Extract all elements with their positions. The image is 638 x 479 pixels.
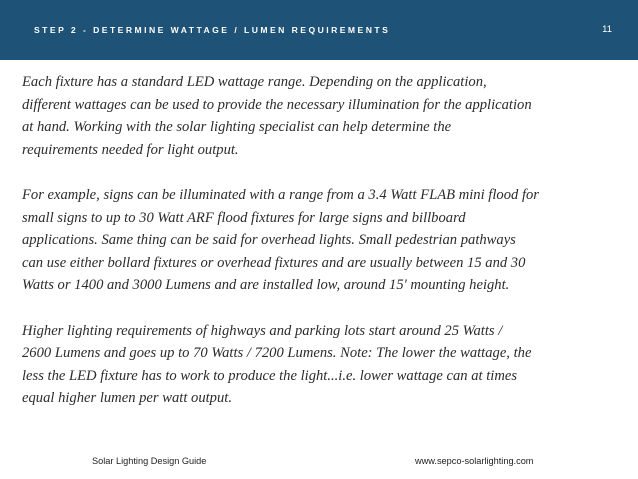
text-line: 2600 Lumens and goes up to 70 Watts / 7200 Lumens. Note: The lower the wattage, the bbox=[22, 345, 532, 362]
text-line: different wattages can be used to provide the necessary illumination for the application bbox=[22, 96, 532, 113]
text-line: at hand. Working with the solar lighting specialist can help determine the bbox=[22, 119, 452, 136]
text-line: Higher lighting requirements of highways and parking lots start around 25 Watts / bbox=[22, 322, 503, 339]
text-line: less the LED fixture has to work to produce the light...i.e. lower wattage can at times bbox=[22, 367, 518, 384]
paragraph-higher-requirements bbox=[22, 320, 626, 410]
text-line: For example, signs can be illuminated with a range from a 3.4 Watt FLAB mini flood for bbox=[22, 186, 539, 203]
page-number: 11 bbox=[602, 24, 612, 35]
footer-guide-title: Solar Lighting Design Guide bbox=[92, 456, 207, 466]
paragraph-examples bbox=[22, 184, 626, 297]
body-content bbox=[22, 71, 626, 433]
text-line: small signs to up to 30 Watt ARF flood fixtures for large signs and billboard bbox=[22, 209, 466, 226]
page-title: STEP 2 - DETERMINE WATTAGE / LUMEN REQUIREMENTS bbox=[34, 25, 391, 35]
paragraph-wattage-range bbox=[22, 71, 626, 161]
text-line: requirements needed for light output. bbox=[22, 141, 239, 158]
header-bar bbox=[0, 0, 638, 60]
footer-website: www.sepco-solarlighting.com bbox=[415, 456, 534, 466]
text-line: can use either bollard fixtures or overhead fixtures and are usually between 15 and 30 bbox=[22, 254, 526, 271]
text-line: Each fixture has a standard LED wattage range. Depending on the application, bbox=[22, 74, 487, 90]
text-line: applications. Same thing can be said for overhead lights. Small pedestrian pathways bbox=[22, 232, 516, 249]
text-line: Watts or 1400 and 3000 Lumens and are installed low, around 15' mounting height. bbox=[22, 277, 510, 294]
text-line: equal higher lumen per watt output. bbox=[22, 390, 232, 407]
